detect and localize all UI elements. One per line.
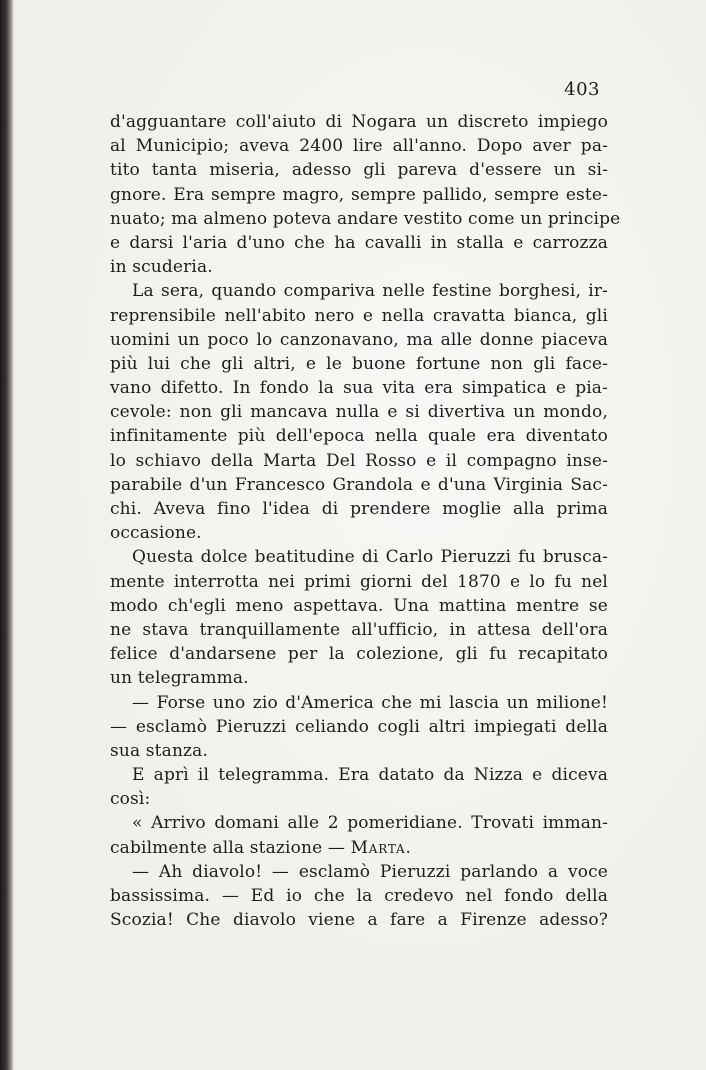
text-line: felice d'andarsene per la colezione, gli fu recapitato [110,644,608,665]
text-line: modo ch'egli meno aspettava. Una mattina mentre se [110,595,608,616]
text-line: Questa dolce beatitudine di Carlo Pieruzzi fu brusca- [132,547,608,568]
text-line: parabile d'un Francesco Grandola e d'una Virginia Sac- [110,474,608,495]
text-line: uomini un poco lo canzonavano, ma alle donne piaceva [110,329,608,350]
text-line: gnore. Era sempre magro, sempre pallido, sempre este- [110,184,608,205]
text-line: bassissima. — Ed io che la credevo nel fondo della [110,886,608,906]
text-line: così: [110,789,151,810]
book-binding-edge [0,0,14,1070]
telegram-signature: Marta. [350,837,412,858]
telegram-text: cabilmente alla stazione — [110,837,346,858]
text-line: ne stava tranquillamente all'ufficio, in attesa dell'ora [110,619,608,640]
text-line: al Municipio; aveva 2400 lire all'anno. Dopo aver pa- [110,136,608,157]
text-line: mente interrotta nei primi giorni del 1870 e lo fu nel [110,571,608,592]
text-line: più lui che gli altri, e le buone fortune non gli face- [110,353,608,374]
text-line [110,836,608,860]
text-line: — Ah diavolo! — esclamò Pieruzzi parlando a voce [132,861,608,882]
text-line: tito tanta miseria, adesso gli pareva d'essere un si- [110,160,608,181]
text-line: chi. Aveva fino l'idea di prendere moglie alla prima [110,499,608,519]
text-line: « Arrivo domani alle 2 pomeridiane. Trovati imman- [132,813,608,834]
text-line: sua stanza. [110,740,208,761]
text-line: — Forse uno zio d'America che mi lascia un milione! [132,692,608,713]
text-line: nuato; ma almeno poteva andare vestito come un principe [110,208,621,229]
text-line: in scuderia. [110,257,213,278]
text-line: vano difetto. In fondo la sua vita era simpatica e pia- [110,378,608,399]
text-line: occasione. [110,523,202,544]
text-line: La sera, quando compariva nelle festine borghesi, ir- [132,281,608,302]
body-text [110,110,621,932]
text-line: Scozia! Che diavolo viene a fare a Firenze adesso? [110,910,608,931]
text-line: infinitamente più dell'epoca nella quale era diventato [110,426,608,447]
text-line: lo schiavo della Marta Del Rosso e il compagno inse- [110,450,608,471]
page-number: 403 [564,79,600,100]
text-line: — esclamò Pieruzzi celiando cogli altri impiegati della [110,716,608,737]
text-line: cevole: non gli mancava nulla e si divertiva un mondo, [110,402,608,423]
text-line: reprensibile nell'abito nero e nella cravatta bianca, gli [110,305,608,326]
text-line: e darsi l'aria d'uno che ha cavalli in stalla e carrozza [110,232,608,253]
text-line: E aprì il telegramma. Era datato da Nizza e diceva [132,765,608,786]
text-line: un telegramma. [110,668,249,689]
text-line: d'agguantare coll'aiuto di Nogara un discreto impiego [110,112,608,132]
